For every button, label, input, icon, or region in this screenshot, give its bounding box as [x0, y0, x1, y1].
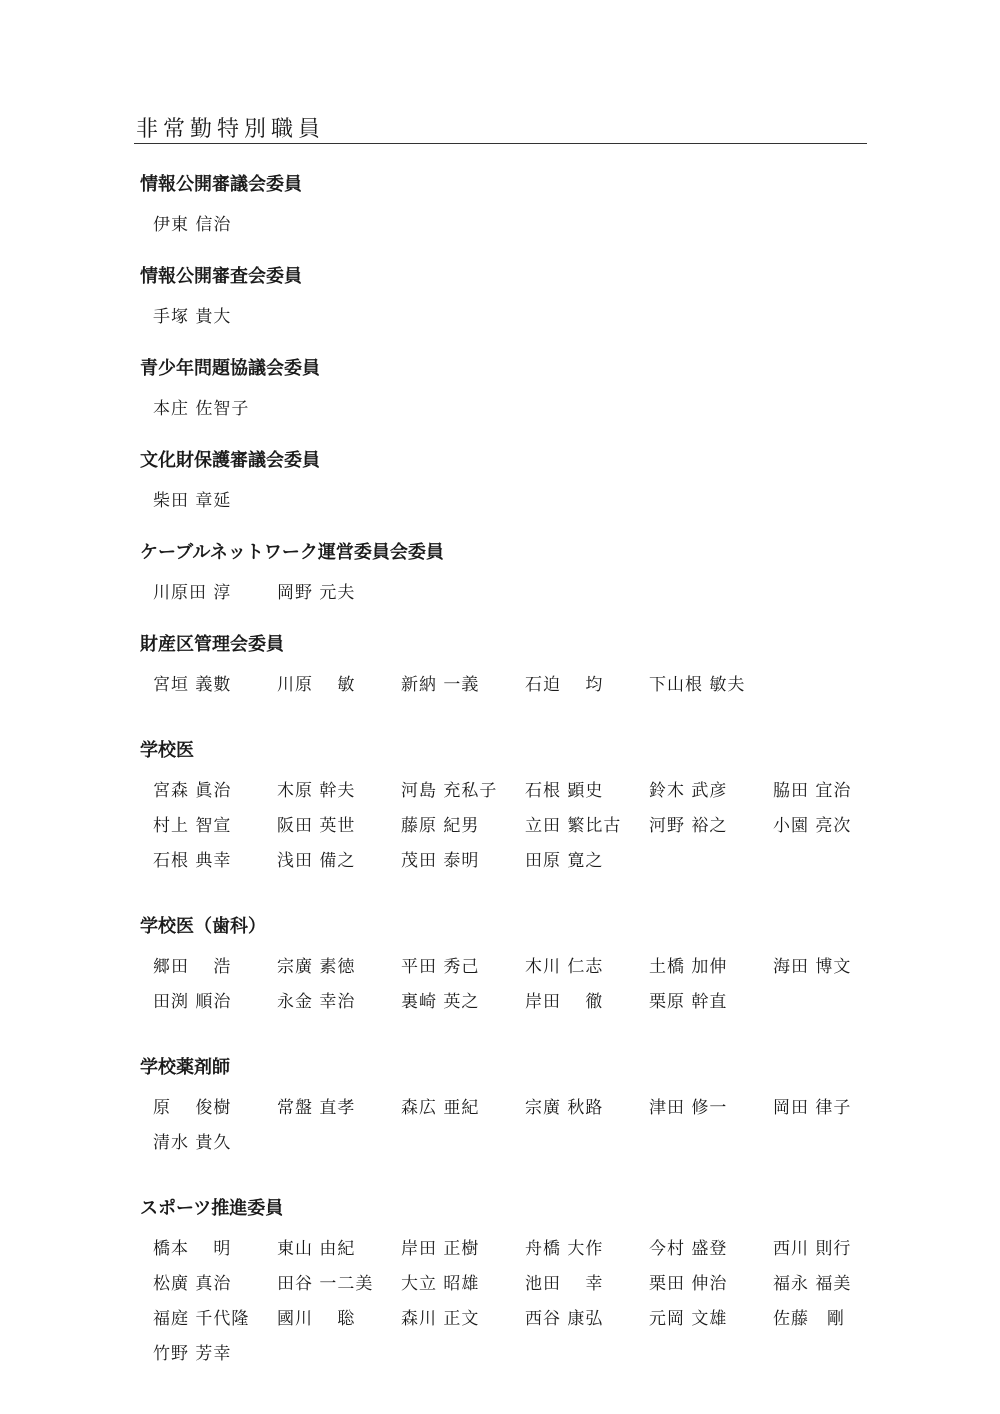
- name-list: [140, 396, 880, 422]
- section-heading: スポーツ推進委員: [140, 1198, 284, 1219]
- person-name: 常盤 直孝: [277, 1098, 356, 1118]
- person-name: 津田 修一: [649, 1098, 728, 1118]
- person-name: 藤原 紀男: [401, 816, 480, 836]
- person-name: 平田 秀己: [401, 957, 480, 977]
- person-name: 舟橋 大作: [525, 1239, 604, 1259]
- section-heading: 青少年問題協議会委員: [140, 358, 320, 379]
- section-heading: 学校医（歯科）: [140, 916, 266, 937]
- person-name: 立田 繁比古: [525, 816, 622, 836]
- section-spacer: [140, 1156, 880, 1196]
- person-name: 栗原 幹直: [649, 992, 728, 1012]
- section-heading: 文化財保護審議会委員: [140, 450, 320, 471]
- person-name: 茂田 泰明: [401, 851, 480, 871]
- person-name: 柴田 章延: [153, 491, 232, 511]
- person-name: 手塚 貴大: [153, 307, 232, 327]
- person-name: 池田 幸: [525, 1274, 604, 1294]
- person-name: 土橋 加伸: [649, 957, 728, 977]
- person-name: 栗田 伸治: [649, 1274, 728, 1294]
- page-title: 非常勤特別職員: [136, 117, 326, 142]
- section-heading: 財産区管理会委員: [140, 634, 284, 655]
- person-name: 新納 一義: [401, 675, 480, 695]
- person-name: 岡野 元夫: [277, 583, 356, 603]
- title-divider: [134, 143, 867, 144]
- section-spacer: [140, 698, 880, 738]
- section-heading: 学校医: [140, 740, 194, 761]
- person-name: 海田 博文: [773, 957, 852, 977]
- person-name: 清水 貴久: [153, 1133, 232, 1153]
- section-spacer: [140, 330, 880, 356]
- section-spacer: [140, 874, 880, 914]
- name-list: [140, 1095, 880, 1156]
- section: [140, 448, 880, 514]
- section: [140, 356, 880, 422]
- name-list: [140, 672, 880, 698]
- section: [140, 1055, 880, 1156]
- section: [140, 738, 880, 874]
- person-name: 浅田 備之: [277, 851, 356, 871]
- name-list: [140, 488, 880, 514]
- section-heading: 学校薬剤師: [140, 1057, 230, 1078]
- person-name: 元岡 文雄: [649, 1309, 728, 1329]
- person-name: 國川 聡: [277, 1309, 356, 1329]
- person-name: 田原 寛之: [525, 851, 604, 871]
- person-name: 石迫 均: [525, 675, 604, 695]
- person-name: 本庄 佐智子: [153, 399, 250, 419]
- person-name: 竹野 芳幸: [153, 1344, 232, 1364]
- person-name: 森川 正文: [401, 1309, 480, 1329]
- section-spacer: [140, 238, 880, 264]
- person-name: 森広 亜紀: [401, 1098, 480, 1118]
- person-name: 佐藤 剛: [773, 1309, 845, 1329]
- person-name: 木川 仁志: [525, 957, 604, 977]
- person-name: 永金 幸治: [277, 992, 356, 1012]
- person-name: 川原 敏: [277, 675, 356, 695]
- person-name: 大立 昭雄: [401, 1274, 480, 1294]
- person-name: 木原 幹夫: [277, 781, 356, 801]
- person-name: 西川 則行: [773, 1239, 852, 1259]
- person-name: 宗廣 秋路: [525, 1098, 604, 1118]
- name-list: [140, 212, 880, 238]
- section-spacer: [140, 606, 880, 632]
- person-name: 郷田 浩: [153, 957, 232, 977]
- person-name: 田渕 順治: [153, 992, 232, 1012]
- person-name: 宮森 眞治: [153, 781, 232, 801]
- person-name: 松廣 真治: [153, 1274, 232, 1294]
- person-name: 川原田 淳: [153, 583, 232, 603]
- section: [140, 1196, 880, 1367]
- person-name: 石根 典幸: [153, 851, 232, 871]
- person-name: 岸田 徹: [525, 992, 604, 1012]
- person-name: 原 俊樹: [153, 1098, 232, 1118]
- person-name: 岸田 正樹: [401, 1239, 480, 1259]
- person-name: 河野 裕之: [649, 816, 728, 836]
- person-name: 岡田 律子: [773, 1098, 852, 1118]
- person-name: 下山根 敏夫: [649, 675, 746, 695]
- person-name: 鈴木 武彦: [649, 781, 728, 801]
- name-list: [140, 580, 880, 606]
- person-name: 小園 亮次: [773, 816, 852, 836]
- section-spacer: [140, 422, 880, 448]
- person-name: 福永 福美: [773, 1274, 852, 1294]
- section-heading: 情報公開審査会委員: [140, 266, 302, 287]
- person-name: 田谷 一二美: [277, 1274, 374, 1294]
- person-name: 西谷 康弘: [525, 1309, 604, 1329]
- person-name: 阪田 英世: [277, 816, 356, 836]
- name-list: [140, 778, 880, 874]
- person-name: 裏崎 英之: [401, 992, 480, 1012]
- section: [140, 172, 880, 238]
- person-name: 橋本 明: [153, 1239, 232, 1259]
- person-name: 宗廣 素徳: [277, 957, 356, 977]
- section: [140, 264, 880, 330]
- person-name: 河島 充私子: [401, 781, 498, 801]
- person-name: 脇田 宜治: [773, 781, 852, 801]
- section-heading: 情報公開審議会委員: [140, 174, 302, 195]
- section: [140, 540, 880, 606]
- section-heading: ケーブルネットワーク運営委員会委員: [140, 542, 444, 563]
- person-name: 伊東 信治: [153, 215, 232, 235]
- person-name: 福庭 千代隆: [153, 1309, 250, 1329]
- sections-list: [140, 172, 880, 1367]
- section-spacer: [140, 514, 880, 540]
- section: [140, 914, 880, 1015]
- person-name: 村上 智宣: [153, 816, 232, 836]
- section: [140, 632, 880, 698]
- name-list: [140, 954, 880, 1015]
- section-spacer: [140, 1015, 880, 1055]
- name-list: [140, 1236, 880, 1367]
- person-name: 今村 盛登: [649, 1239, 728, 1259]
- name-list: [140, 304, 880, 330]
- person-name: 東山 由紀: [277, 1239, 356, 1259]
- person-name: 石根 顕史: [525, 781, 604, 801]
- person-name: 宮垣 義數: [153, 675, 232, 695]
